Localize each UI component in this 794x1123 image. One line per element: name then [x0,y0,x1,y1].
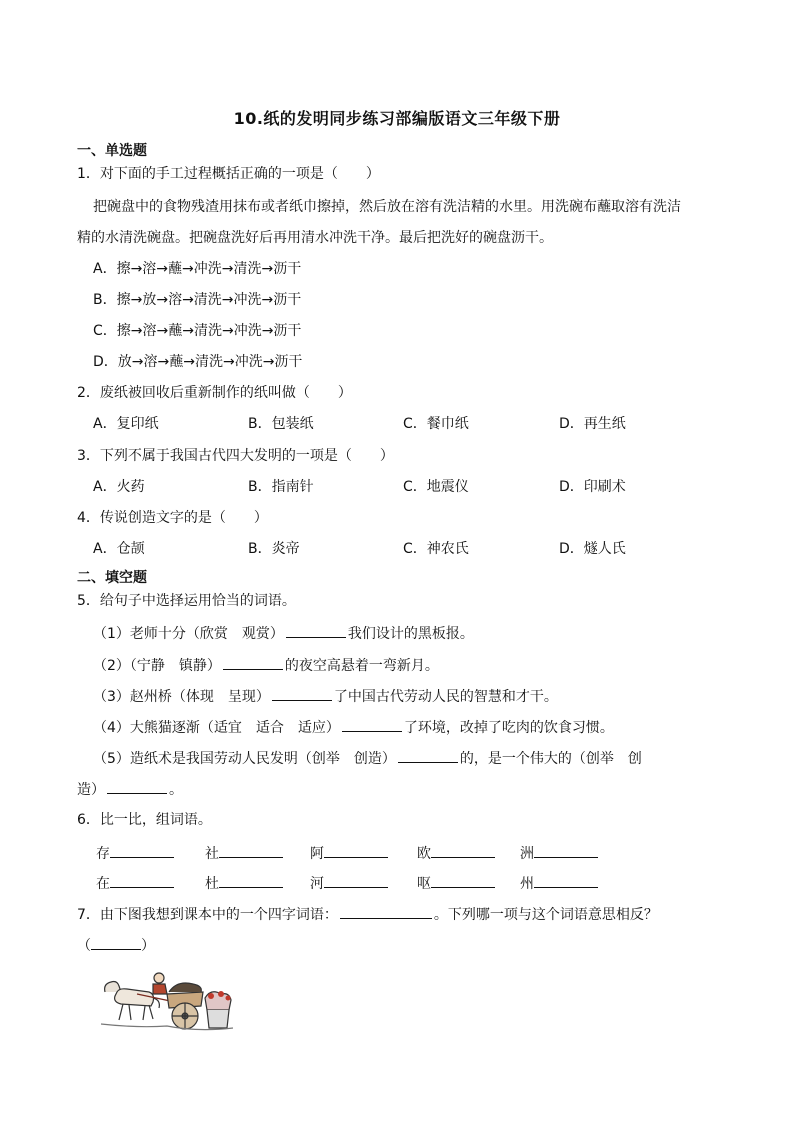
answer-blank[interactable] [91,935,141,950]
question-2-option-b[interactable]: B．包装纸 [248,416,314,432]
question-3-stem: 3．下列不属于我国古代四大发明的一项是（ ） [77,448,394,464]
character: 河 [310,876,324,892]
horse-cart-illustration [97,962,237,1042]
question-1-passage-line-1: 把碗盘中的食物残渣用抹布或者纸巾擦掉，然后放在溶有洗洁精的水里。用洗碗布蘸取溶有洗洁 [93,199,681,215]
sentence-1-prefix: （1）老师十分（欣赏 观赏） [93,626,284,642]
sentence-5-prefix: （5）造纸术是我国劳动人民发明（创举 创造） [93,751,396,767]
question-1-option-c[interactable]: C．擦→溶→蘸→清洗→冲洗→沥干 [93,323,302,339]
sentence-4-prefix: （4）大熊猫逐渐（适宜 适合 适应） [93,720,340,736]
word-pair-cell [417,873,497,893]
answer-blank[interactable] [219,873,283,888]
question-2-option-d[interactable]: D．再生纸 [559,416,626,432]
question-4-option-b[interactable]: B．炎帝 [248,541,300,557]
question-3-option-a[interactable]: A．火药 [93,479,145,495]
question-7-prefix: 7．由下图我想到课本中的一个四字词语： [77,907,338,923]
question-5-sentence-5 [93,748,642,768]
question-2-stem: 2．废纸被回收后重新制作的纸叫做（ ） [77,385,352,401]
question-3-option-d[interactable]: D．印刷术 [559,479,626,495]
answer-blank[interactable] [431,843,495,858]
word-pair-cell [520,873,600,893]
word-pair-cell [310,873,390,893]
character: 洲 [520,846,534,862]
question-4-option-a[interactable]: A．仓颉 [93,541,145,557]
word-pair-cell [417,843,497,863]
section-heading-single-choice: 一、单选题 [77,143,147,159]
section-heading-fill-blank: 二、填空题 [77,570,147,586]
question-4-stem: 4．传说创造文字的是（ ） [77,510,268,526]
character: 社 [205,846,219,862]
question-2-option-a[interactable]: A．复印纸 [93,416,159,432]
answer-blank[interactable] [324,873,388,888]
word-pair-cell [520,843,600,863]
sentence-3-prefix: （3）赵州桥（体现 呈现） [93,689,270,705]
character: 呕 [417,876,431,892]
question-1-stem: 1．对下面的手工过程概括正确的一项是（ ） [77,166,380,182]
character: 欧 [417,846,431,862]
sentence-4-suffix: 了环境，改掉了吃肉的饮食习惯。 [403,720,614,736]
question-1-option-b[interactable]: B．擦→放→溶→清洗→冲洗→沥干 [93,292,302,308]
question-3-option-b[interactable]: B．指南针 [248,479,314,495]
paren-open: （ [77,938,91,954]
sentence-5-end: 。 [169,782,183,798]
word-pair-cell [310,843,390,863]
answer-blank[interactable] [324,843,388,858]
question-1-passage-line-2: 精的水清洗碗盘。把碗盘洗好后再用清水冲洗干净。最后把洗好的碗盘沥干。 [77,230,553,246]
answer-blank[interactable] [534,843,598,858]
answer-blank[interactable] [110,873,174,888]
question-7-answer-parentheses [77,935,155,955]
character: 杜 [205,876,219,892]
character: 在 [96,876,110,892]
sentence-2-prefix: （2）（宁静 镇静） [93,658,221,674]
question-5-sentence-3 [93,686,558,706]
question-6-stem: 6．比一比，组词语。 [77,812,212,828]
paren-close: ） [141,938,155,954]
question-5-sentence-4 [93,717,614,737]
sentence-5-wrap: 造） [77,782,105,798]
character: 阿 [310,846,324,862]
word-pair-cell [205,843,285,863]
answer-blank[interactable] [223,655,283,670]
answer-blank[interactable] [342,717,402,732]
question-3-option-c[interactable]: C．地震仪 [403,479,469,495]
question-1-option-d[interactable]: D．放→溶→蘸→清洗→冲洗→沥干 [93,354,303,370]
question-5-sentence-2 [93,655,439,675]
answer-blank[interactable] [534,873,598,888]
word-pair-cell [205,873,285,893]
answer-blank[interactable] [219,843,283,858]
answer-blank[interactable] [107,779,167,794]
question-2-option-c[interactable]: C．餐巾纸 [403,416,469,432]
character: 州 [520,876,534,892]
question-7-suffix: 。下列哪一项与这个词语意思相反？ [433,907,658,923]
sentence-1-suffix: 我们设计的黑板报。 [347,626,474,642]
sentence-3-suffix: 了中国古代劳动人民的智慧和才干。 [333,689,558,705]
sentence-2-suffix: 的夜空高悬着一弯新月。 [284,658,439,674]
question-5-sentence-5-continued [77,779,183,799]
answer-blank[interactable] [286,623,346,638]
answer-blank[interactable] [110,843,174,858]
question-5-stem: 5．给句子中选择运用恰当的词语。 [77,593,296,609]
answer-blank[interactable] [272,686,332,701]
answer-blank[interactable] [431,873,495,888]
page-title: 10.纸的发明同步练习部编版语文三年级下册 [233,109,561,128]
question-4-option-c[interactable]: C．神农氏 [403,541,469,557]
question-4-option-d[interactable]: D．燧人氏 [559,541,626,557]
character: 存 [96,846,110,862]
question-7-stem [77,904,658,924]
sentence-5-middle: 的，是一个伟大的（创举 创 [459,751,642,767]
answer-blank[interactable] [398,748,458,763]
answer-blank[interactable] [340,904,432,919]
word-pair-cell [96,873,176,893]
question-5-sentence-1 [93,623,474,643]
question-1-option-a[interactable]: A．擦→溶→蘸→冲洗→清洗→沥干 [93,261,302,277]
word-pair-cell [96,843,176,863]
